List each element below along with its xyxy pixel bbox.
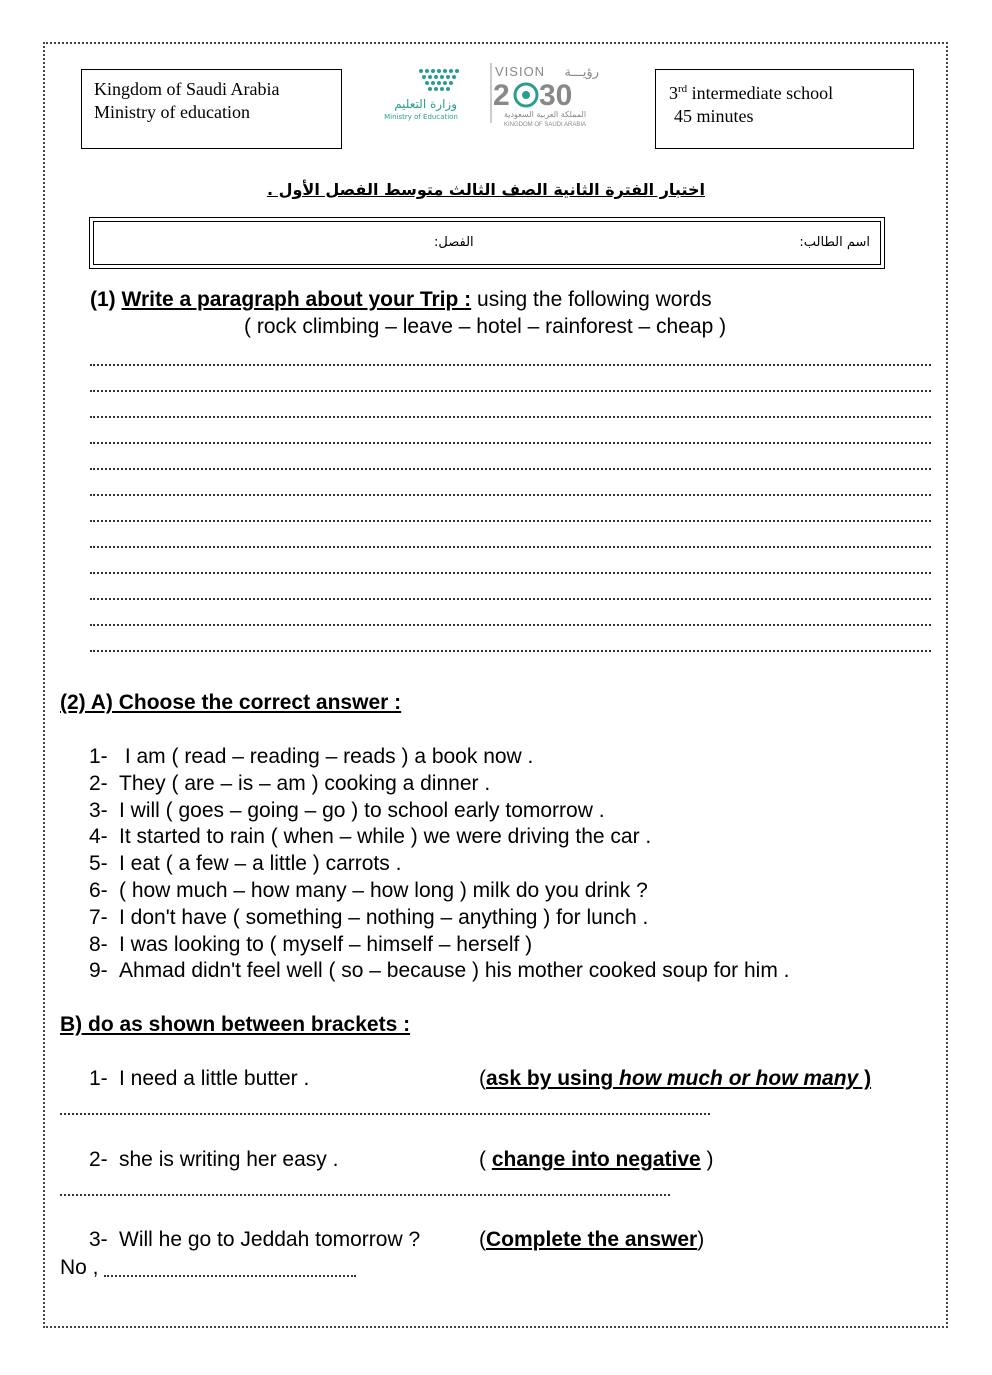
answer-line[interactable] (90, 366, 931, 392)
q2b-instruction-1: (ask by using how much or how many ) (479, 1067, 872, 1090)
ministry-logo-en: Ministry of Education (384, 113, 458, 121)
vision-year-a: 2 (493, 79, 510, 112)
answer-line[interactable] (90, 600, 931, 626)
q1-instruction: using the following words (471, 288, 712, 311)
list-item: 9- Ahmad didn't feel well ( so – because ) his mother cooked soup for him . (89, 959, 790, 983)
q2b-item-3: 3- Will he go to Jeddah tomorrow ? (89, 1228, 421, 1251)
answer-line[interactable] (90, 574, 931, 600)
vision-ar: رؤيـــة (564, 65, 599, 80)
exam-title: اختبار الفترة الثانية الصف الثالث متوسط الفصل الأول . (266, 180, 705, 199)
q1-heading: Write a paragraph about your Trip : (121, 288, 472, 311)
answer-line[interactable] (60, 1095, 710, 1115)
answer-line[interactable] (90, 496, 931, 522)
ministry-logo-ar: وزارة التعليم (394, 97, 457, 111)
student-name-label: اسم الطالب: (799, 235, 870, 250)
duration-label: 45 minutes (674, 106, 754, 126)
q1-word-list: ( rock climbing – leave – hotel – rainforest – cheap ) (244, 315, 727, 338)
vision-kingdom-ar: المملكة العربية السعودية (503, 110, 587, 119)
q2b-item-2: 2- she is writing her easy . (89, 1148, 339, 1171)
list-item: 4- It started to rain ( when – while ) we were driving the car . (89, 825, 652, 849)
answer-line[interactable] (90, 444, 931, 470)
list-item: 1- I am ( read – reading – reads ) a book now . (89, 745, 534, 768)
q2a-heading: (2) A) Choose the correct answer : (60, 691, 402, 714)
vision-kingdom-en: KINGDOM OF SAUDI ARABIA (503, 122, 587, 128)
answer-line[interactable] (90, 522, 931, 548)
ministry-vision-logo (383, 57, 603, 129)
ministry-label: Ministry of education (94, 102, 250, 122)
grade-label: 3rd intermediate school (669, 83, 834, 103)
answer-line[interactable] (90, 392, 931, 418)
logos (383, 57, 603, 129)
q2b-answer-prefix: No , (60, 1256, 99, 1279)
header-right-box (655, 69, 914, 149)
list-item: 6- ( how much – how many – how long ) milk do you drink ? (89, 878, 648, 902)
list-item: 7- I don't have ( something – nothing – anything ) for lunch . (89, 905, 649, 929)
answer-line[interactable] (90, 470, 931, 496)
list-item: 5- I eat ( a few – a little ) carrots . (89, 852, 402, 876)
answer-line[interactable] (90, 626, 931, 652)
q2b-heading: B) do as shown between brackets : (60, 1013, 411, 1036)
vision-year-b: 30 (539, 79, 573, 112)
list-item: 3- I will ( goes – going – go ) to school early tomorrow . (89, 798, 605, 822)
q2b-instruction-2: ( change into negative ) (479, 1148, 714, 1171)
list-item: 8- I was looking to ( myself – himself – herself ) (89, 932, 533, 956)
q2b-item-1: 1- I need a little butter . (89, 1067, 310, 1090)
class-label: الفصل: (434, 235, 474, 250)
q2b-instruction-3: (Complete the answer) (479, 1228, 705, 1251)
q1-heading-line: (1) Write a paragraph about your Trip : using the following words (90, 288, 712, 311)
answer-line[interactable] (60, 1176, 670, 1196)
answer-line[interactable] (90, 548, 931, 574)
kingdom-label: Kingdom of Saudi Arabia (94, 79, 280, 99)
list-item: 2- They ( are – is – am ) cooking a dinner . (89, 771, 491, 795)
answer-line[interactable] (90, 418, 931, 444)
answer-line[interactable] (104, 1257, 356, 1277)
header-left-box (81, 69, 342, 149)
q2a-list (89, 744, 790, 985)
answer-line[interactable] (90, 340, 931, 366)
student-info-box (89, 217, 885, 269)
vision-word: VISION (495, 64, 546, 79)
